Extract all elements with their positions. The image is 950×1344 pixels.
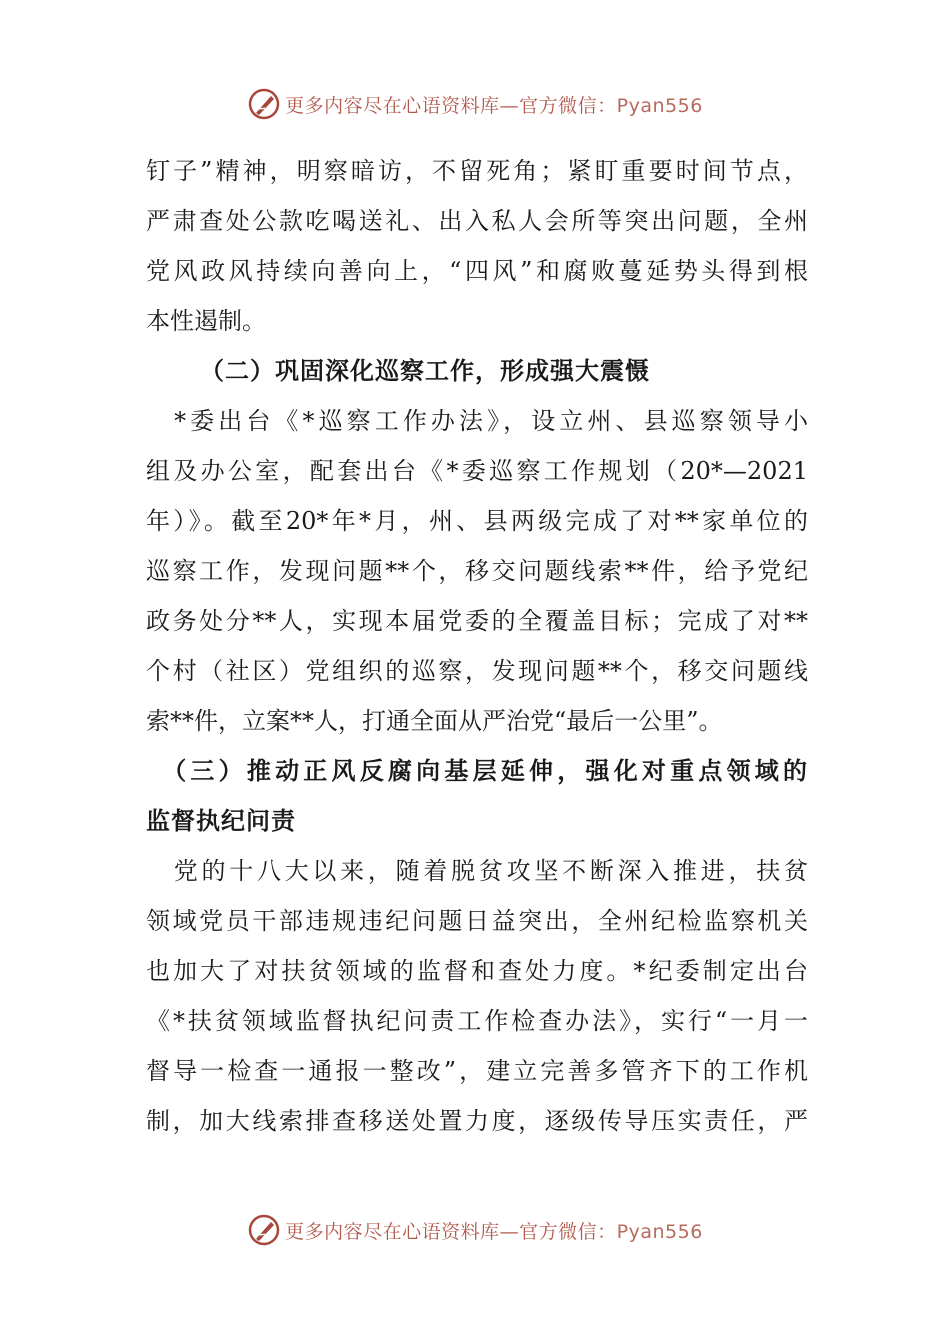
body-line: 领域党员干部违规违纪问题日益突出，全州纪检监察机关 (146, 907, 808, 935)
body-line: *委出台《*巡察工作办法》，设立州、县巡察领导小 (146, 407, 808, 435)
section-heading-2: （二）巩固深化巡察工作，形成强大震慑 (200, 357, 650, 385)
body-line: 巡察工作，发现问题**个，移交问题线索**件，给予党纪 (146, 557, 808, 585)
body-line: 严肃查处公款吃喝送礼、出入私人会所等突出问题，全州 (146, 207, 808, 235)
banner-text: 更多内容尽在心语资料库—官方微信：Pyan556 (285, 94, 703, 117)
footer-banner (0, 1210, 950, 1250)
body-line: 组及办公室，配套出台《*委巡察工作规划（20*—2021 (146, 457, 808, 485)
body-line: 党的十八大以来，随着脱贫攻坚不断深入推进，扶贫 (146, 857, 808, 885)
body-line: 年）》。截至20*年*月，州、县两级完成了对**家单位的 (146, 507, 808, 535)
body-line: 党风政风持续向善向上，“四风”和腐败蔓延势头得到根 (146, 257, 808, 285)
body-line: 索**件，立案**人，打通全面从严治党“最后一公里”。 (146, 707, 723, 735)
section-heading-3: （三）推动正风反腐向基层延伸，强化对重点领域的 (146, 757, 808, 785)
body-line: 也加大了对扶贫领域的监督和查处力度。*纪委制定出台 (146, 957, 808, 985)
wechat-id: Pyan556 (616, 1220, 703, 1243)
body-line: 政务处分**人，实现本届党委的全覆盖目标；完成了对** (146, 607, 808, 635)
body-line: 钉子”精神，明察暗访，不留死角；紧盯重要时间节点， (146, 157, 808, 185)
body-line: 《*扶贫领域监督执纪问责工作检查办法》，实行“一月一 (146, 1007, 808, 1035)
banner-text: 更多内容尽在心语资料库—官方微信：Pyan556 (285, 1220, 703, 1243)
pen-logo-icon (247, 87, 281, 121)
header-banner (0, 84, 950, 124)
body-line: 个村（社区）党组织的巡察，发现问题**个，移交问题线 (146, 657, 808, 685)
wechat-id: Pyan556 (616, 94, 703, 117)
body-line: 制，加大线索排查移送处置力度，逐级传导压实责任，严 (146, 1107, 808, 1135)
pen-logo-icon (247, 1213, 281, 1247)
document-body (146, 146, 808, 1146)
section-heading-3-cont: 监督执纪问责 (146, 807, 296, 835)
body-line: 督导一检查一通报一整改”，建立完善多管齐下的工作机 (146, 1057, 808, 1085)
body-line: 本性遏制。 (146, 307, 266, 335)
